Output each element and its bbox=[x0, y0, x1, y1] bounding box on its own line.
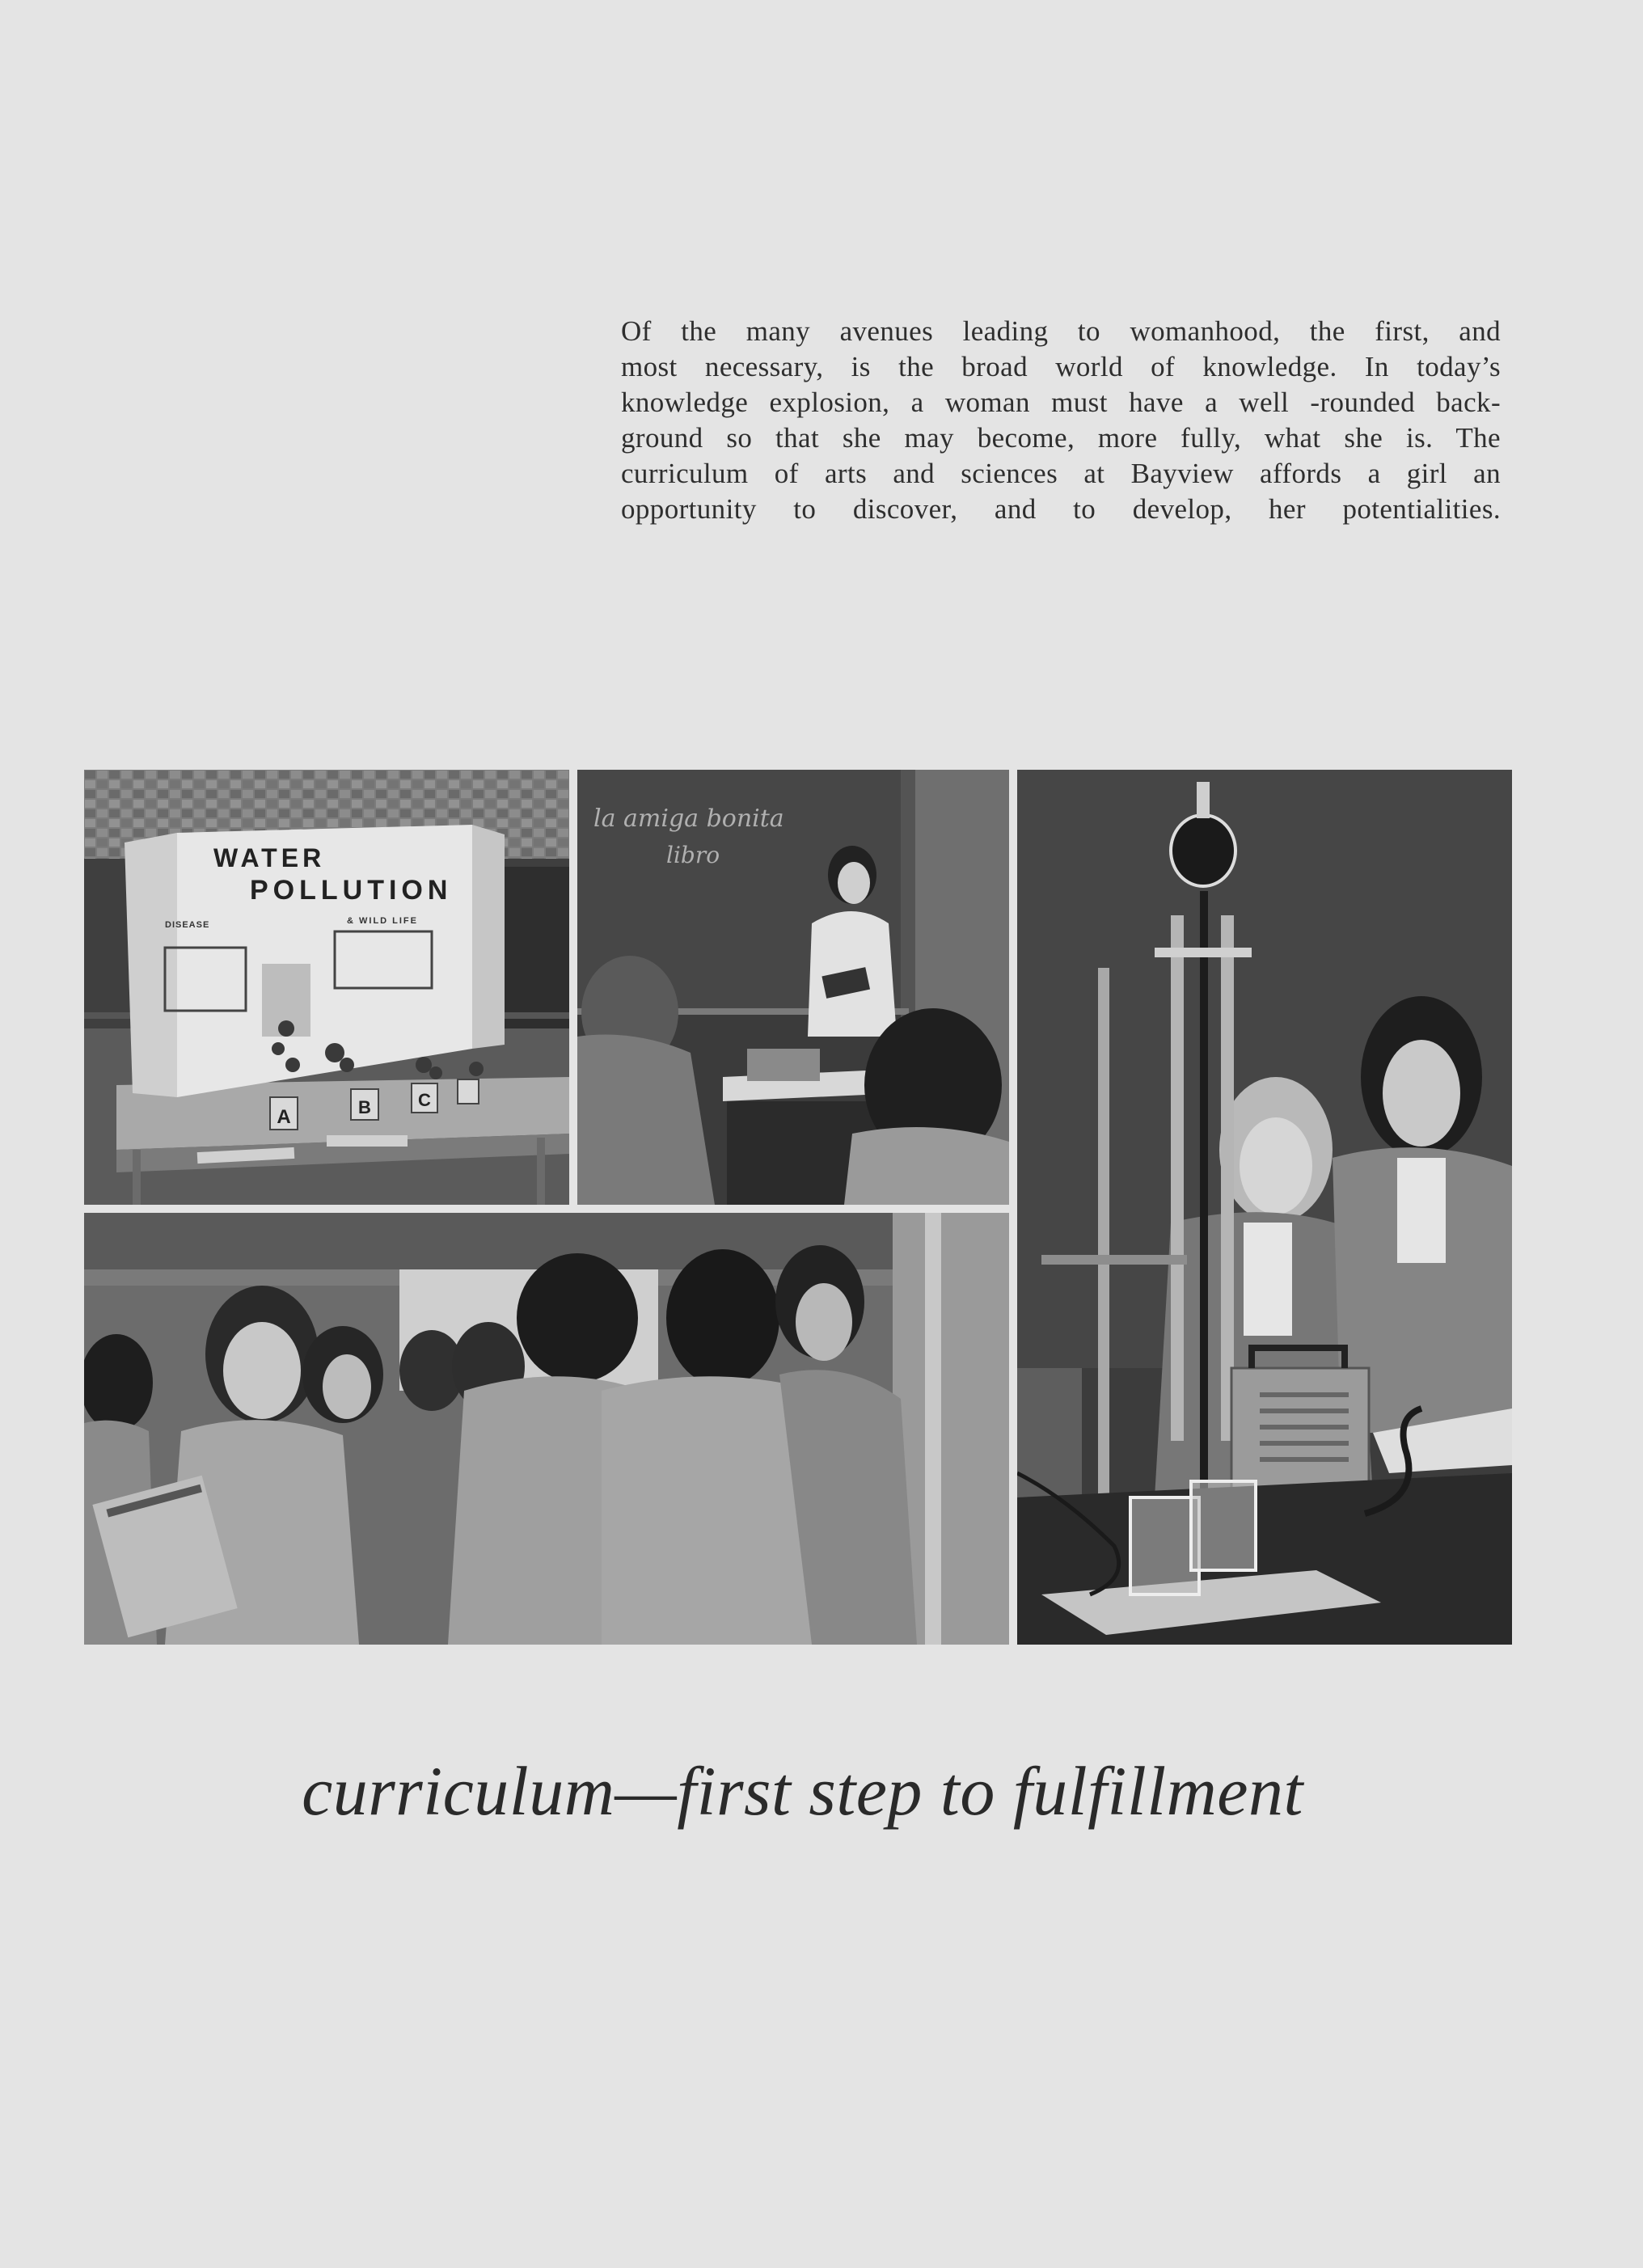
intro-paragraph bbox=[621, 314, 1501, 527]
intro-line: knowledge explosion, a woman must have a well -rounded back- bbox=[621, 386, 1501, 418]
jar-label-c: C bbox=[418, 1090, 431, 1110]
poster-title-1: WATER bbox=[213, 843, 326, 872]
poster-title-2: POLLUTION bbox=[250, 875, 453, 906]
jar-label-a: A bbox=[277, 1106, 291, 1128]
page-caption: curriculum—first step to fulfillment bbox=[302, 1752, 1303, 1830]
poster-subtitle: & WILD LIFE bbox=[347, 916, 418, 926]
intro-line: curriculum of arts and sciences at Bayview affords a girl an bbox=[621, 458, 1501, 489]
poster-side-label: DISEASE bbox=[165, 920, 210, 930]
intro-line: ground so that she may become, more fully, what she is. The bbox=[621, 422, 1501, 454]
chalk-text-line-2: libro bbox=[666, 842, 720, 868]
photo-chemistry-lab bbox=[1017, 770, 1512, 1645]
jar-label-b: B bbox=[358, 1097, 371, 1117]
intro-line: most necessary, is the broad world of knowledge. In today’s bbox=[621, 351, 1501, 382]
photo-language-classroom bbox=[577, 770, 1009, 1205]
photo-hallway-students bbox=[84, 1213, 1009, 1645]
intro-line: opportunity to discover, and to develop, her potentialities. bbox=[621, 493, 1501, 525]
photo-water-pollution-exhibit bbox=[84, 770, 569, 1205]
intro-line: Of the many avenues leading to womanhood, the first, and bbox=[621, 315, 1501, 347]
chalk-text-line-1: la amiga bonita bbox=[593, 805, 784, 833]
